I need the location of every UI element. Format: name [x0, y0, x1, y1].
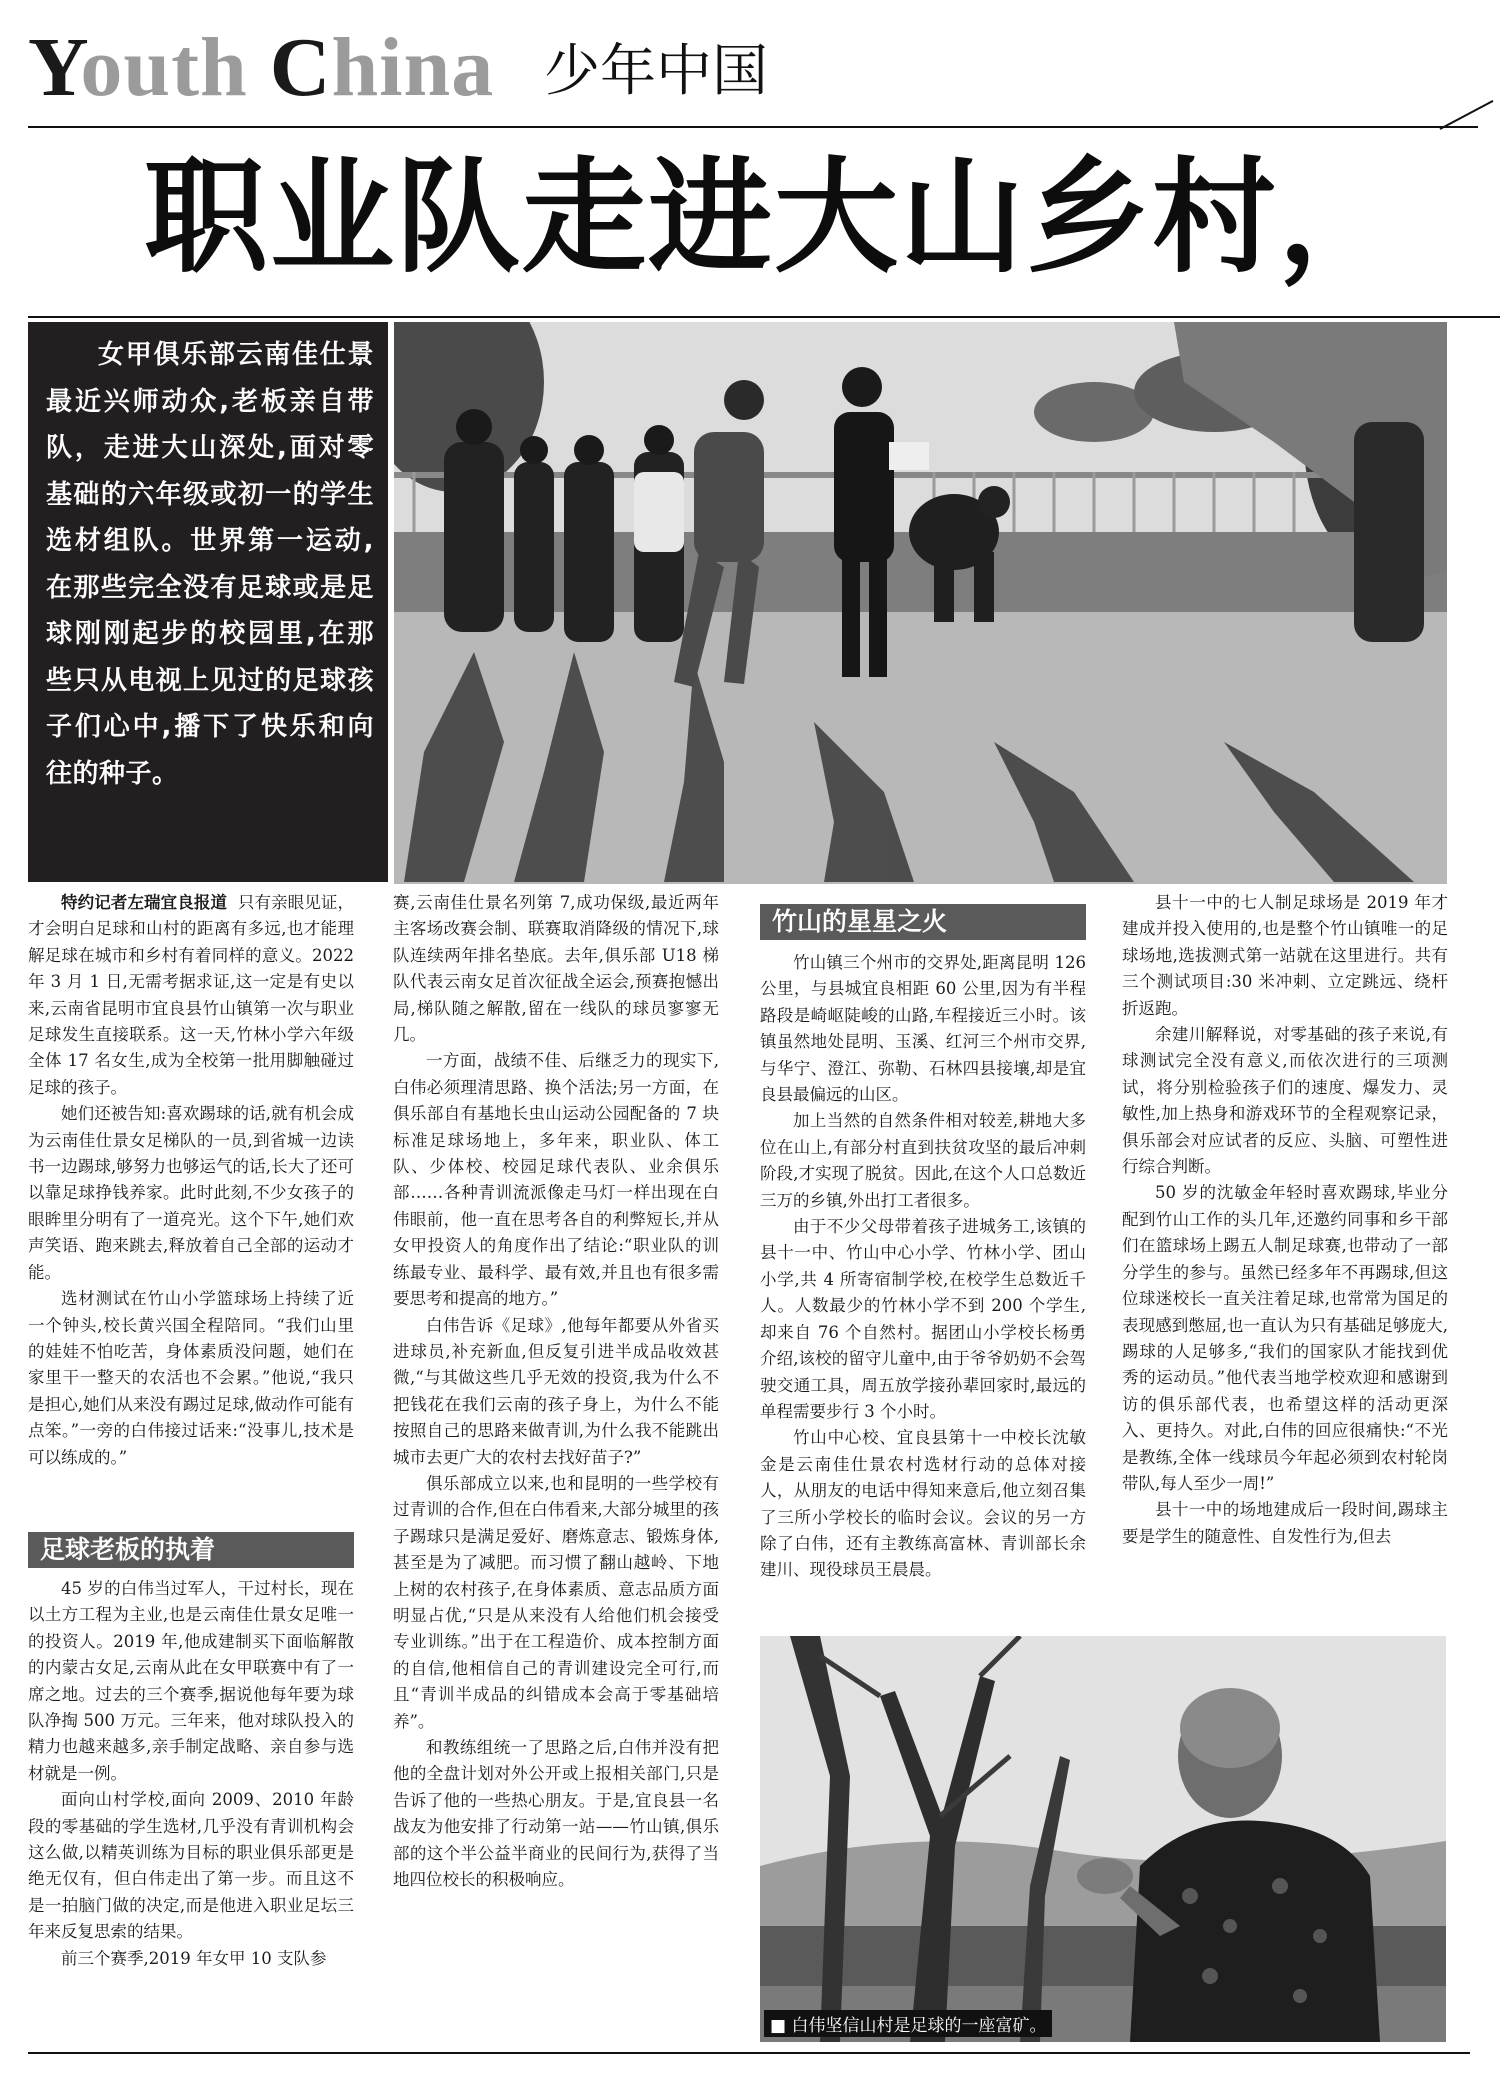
byline: 特约记者左瑞宜良报道	[61, 893, 228, 912]
paragraph: 县十一中的七人制足球场是 2019 年才建成并投入使用的,也是整个竹山镇唯一的足球场地,选拔测式第一站就在这里进行。共有三个测试项目:30 米冲刺、立定跳远、绕杆折返跑。	[1122, 893, 1448, 1018]
paragraph: 和教练组统一了思路之后,白伟并没有把他的全盘计划对外公开或上报相关部门,只是告诉了他的一些热心朋友。于是,宜良县一名战友为他安排了行动第一站——竹山镇,俱乐部的这个半公益半商业的民间行为,获得了当地四位校长的积极响应。	[393, 1738, 719, 1890]
paragraph: 前三个赛季,2019 年女甲 10 支队参	[61, 1948, 327, 1968]
paragraph: 白伟告诉《足球》,他每年都要从外省买进球员,补充新血,但反复引进半成品收效甚微,“与其做这些几乎无效的投资,我为什么不把钱花在我们云南的孩子身上，为什么不能按照自己的思路来做青训,为什么我不能跳出城市去更广大的农村去找好苗子?”	[393, 1315, 719, 1467]
column-2	[393, 890, 719, 1893]
photo-bai-wei	[760, 1636, 1446, 2042]
column-4	[1122, 890, 1448, 1550]
photo-bai-wei-illustration	[760, 1636, 1446, 2042]
paragraph: 由于不少父母带着孩子进城务工,该镇的县十一中、竹山中心小学、竹林小学、团山小学,共 4 所寄宿制学校,在校学生总数近千人。人数最少的竹林小学不到 200 个学生,却来自 76 个自然村。据团山小学校长杨勇介绍,该校的留守儿童中,由于爷爷奶奶不会驾驶交通工具，周五放学接孙辈回家时,最远的单程需要步行 3 个小时。	[760, 1217, 1086, 1421]
paragraph-text: 只有亲眼见证，才会明白足球和山村的距离有多远,也才能理解足球在城市和乡村有着同样的意义。2022 年 3 月 1 日,无需考据求证,这一定是有史以来,云南省昆明市宜良县竹山镇第一次与职业足球发生直接联系。这一天,竹林小学六年级全体 17 名女生,成为全校第一批用脚触碰过足球的孩子。	[28, 893, 355, 1097]
headline: 职业队走进大山乡村，	[144, 146, 1405, 290]
bottom-rule	[28, 2052, 1470, 2054]
masthead-rule	[28, 126, 1478, 128]
paragraph	[28, 890, 354, 1101]
headline-rule	[28, 316, 1500, 318]
paragraph: 竹山镇三个州市的交界处,距离昆明 126 公里，与县城宜良相距 60 公里,因为有半程路段是崎岖陡峻的山路,车程接近三小时。该镇虽然地处昆明、玉溪、红河三个州市交界,与华宁、澄江、弥勒、石林四县接壤,却是宜良县最偏远的山区。	[760, 953, 1086, 1105]
intro-text: 女甲俱乐部云南佳仕景最近兴师动众,老板亲自带队，走进大山深处,面对零基础的六年级或初一的学生选材组队。世界第一运动,在那些完全没有足球或是足球刚刚起步的校园里,在那些只从电视上见过的足球孩子们心中,播下了快乐和向往的种子。	[46, 340, 374, 789]
paragraph: 竹山中心校、宜良县第十一中校长沈敏金是云南佳仕景农村选材行动的总体对接人，从朋友的电话中得知来意后,他立刻召集了三所小学校长的临时会议。会议的另一方除了白伟，还有主教练高富林、青训部长余建川、现役球员王晨晨。	[760, 1428, 1086, 1580]
masthead-english: Youth China	[28, 21, 495, 114]
masthead-chinese: 少年中国	[544, 39, 768, 104]
photo-jump-test-illustration	[394, 322, 1447, 884]
paragraph: 加上当然的自然条件相对较差,耕地大多位在山上,有部分村直到扶贫攻坚的最后冲刺阶段,才实现了脱贫。因此,在这个人口总数近三万的乡镇,外出打工者很多。	[760, 1111, 1086, 1210]
paragraph: 一方面，战绩不佳、后继乏力的现实下,白伟必须理清思路、换个活法;另一方面，在俱乐部自有基地长虫山运动公园配备的 7 块标准足球场地上，多年来，职业队、体工队、少体校、校园足球代表队、业余俱乐部……各种青训流派像走马灯一样出现在白伟眼前，他一直在思考各自的利弊短长,并从女甲投资人的角度作出了结论:“职业队的训练最专业、最科学、最有效,并且也有很多需要思考和提高的地方。”	[393, 1051, 719, 1309]
paragraph: 她们还被告知:喜欢踢球的话,就有机会成为云南佳仕景女足梯队的一员,到省城一边读书一边踢球,够努力也够运气的话,长大了还可以靠足球挣钱养家。此时此刻,不少女孩子的眼眸里分明有了一道亮光。这个下午,她们欢声笑语、跑来跳去,释放着自己全部的运动才能。	[28, 1104, 354, 1282]
paragraph: 余建川解释说，对零基础的孩子来说,有球测试完全没有意义,而依次进行的三项测试，将分别检验孩子们的速度、爆发力、灵敏性,加上热身和游戏环节的全程观察记录，俱乐部会对应试者的反应、头脑、可塑性进行综合判断。	[1122, 1025, 1448, 1177]
subheading-football-boss: 足球老板的执着	[28, 1532, 354, 1568]
column-1	[28, 890, 354, 1471]
subheading-zhushan: 竹山的星星之火	[760, 904, 1086, 940]
paragraph: 45 岁的白伟当过军人，干过村长，现在以土方工程为主业,也是云南佳仕景女足唯一的投资人。2019 年,他成建制买下面临解散的内蒙古女足,云南从此在女甲联赛中有了一席之地。过去的三个赛季,据说他每年要为球队净掏 500 万元。三年来，他对球队投入的精力也越来越多,亲手制定战略、亲自参与选材就是一例。	[28, 1579, 354, 1783]
column-3	[760, 950, 1086, 1584]
photo-caption: ■ 白伟坚信山村是足球的一座富矿。	[764, 2010, 1052, 2037]
column-1-continued	[28, 1576, 354, 1972]
photo-jump-test	[394, 322, 1447, 884]
paragraph: 50 岁的沈敏金年轻时喜欢踢球,毕业分配到竹山工作的头几年,还邀约同事和乡干部们在篮球场上踢五人制足球赛,也带动了一部分学生的参与。虽然已经多年不再踢球,但这位球迷校长一直关注着足球,也常常为国足的表现感到憋屈,也一直认为只有基础足够庞大,踢球的人足够多,“我们的国家队才能找到优秀的运动员。”他代表当地学校欢迎和感谢到访的俱乐部代表，也希望这样的活动更深入、更持久。对此,白伟的回应很痛快:“不光是教练,全体一线球员今年起必须到农村轮岗带队,每人至少一周!”	[1122, 1183, 1448, 1493]
paragraph: 面向山村学校,面向 2009、2010 年龄段的零基础的学生选材,几乎没有青训机构会这么做,以精英训练为目标的职业俱乐部更是绝无仅有，但白伟走出了第一步。而且这不是一拍脑门做的决定,而是他进入职业足坛三年来反复思索的结果。	[28, 1790, 354, 1942]
paragraph: 俱乐部成立以来,也和昆明的一些学校有过青训的合作,但在白伟看来,大部分城里的孩子踢球只是满足爱好、磨炼意志、锻炼身体,甚至是为了减肥。而习惯了翻山越岭、下地上树的农村孩子,在身体素质、意志品质方面明显占优,“只是从来没有人给他们机会接受专业训练。”出于在工程造价、成本控制方面的自信,他相信自己的青训建设完全可行,而且“青训半成品的纠错成本会高于零基础培养”。	[393, 1473, 719, 1731]
intro-box	[28, 322, 388, 882]
paragraph: 县十一中的场地建成后一段时间,踢球主要是学生的随意性、自发性行为,但去	[1122, 1500, 1448, 1546]
paragraph: 赛,云南佳仕景名列第 7,成功保级,最近两年主客场改赛会制、联赛取消降级的情况下,球队连续两年排名垫底。去年,俱乐部 U18 梯队代表云南女足首次征战全运会,预赛抱憾出局,梯队随之解散,留在一线队的球员寥寥无几。	[393, 893, 719, 1045]
paragraph: 选材测试在竹山小学篮球场上持续了近一个钟头,校长黄兴国全程陪同。“我们山里的娃娃不怕吃苦，身体素质没问题，她们在家里干一整天的农活也不会累。”他说,“我只是担心,她们从来没有踢过足球,做动作可能有点笨。”一旁的白伟接过话来:“没事儿,技术是可以练成的。”	[28, 1289, 354, 1467]
